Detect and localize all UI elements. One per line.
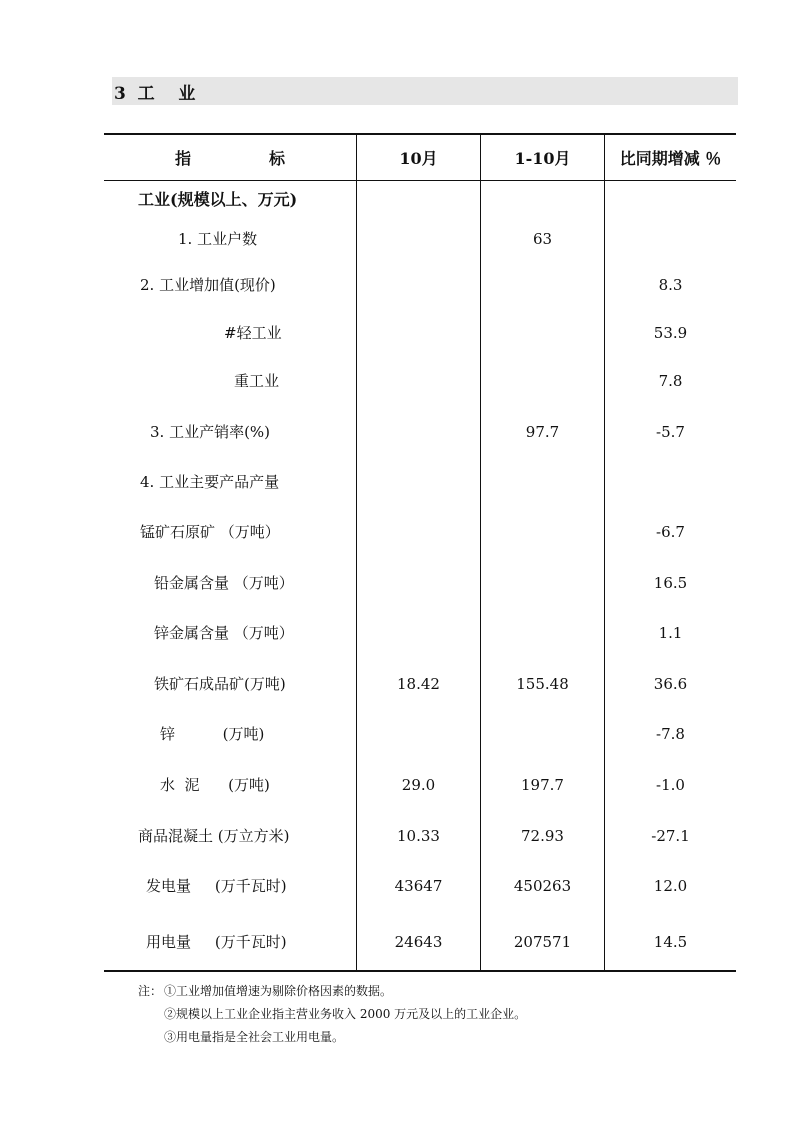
- row-ytd: 63: [532, 230, 553, 248]
- row-ytd: 450263: [513, 877, 572, 895]
- row-label: 铁矿石成品矿(万吨): [154, 675, 286, 693]
- table-bottom-rule: [104, 970, 736, 972]
- row-label: 铅金属含量 （万吨）: [154, 574, 294, 592]
- row-yoy: 7.8: [658, 372, 683, 390]
- row-label: 锰矿石原矿 （万吨）: [140, 523, 280, 541]
- section-header-bar: [112, 77, 738, 105]
- row-label: 3. 工业产销率(%): [150, 423, 271, 441]
- row-label: 1. 工业户数: [178, 230, 258, 248]
- row-label: 商品混凝土 (万立方米): [138, 827, 290, 845]
- notes-prefix: 注：: [138, 984, 163, 998]
- group-title: 工业(规模以上、万元): [138, 190, 298, 209]
- row-label: 水 泥 (万吨): [160, 776, 270, 794]
- row-yoy: 36.6: [653, 675, 688, 693]
- row-month: 29.0: [401, 776, 436, 794]
- row-label: 发电量 (万千瓦时): [146, 877, 287, 895]
- row-label: #轻工业: [224, 324, 282, 342]
- row-label: 锌金属含量 （万吨）: [154, 624, 294, 642]
- row-yoy: -7.8: [656, 725, 685, 743]
- row-month: 18.42: [397, 675, 440, 693]
- header-ytd: 1-10月: [514, 148, 571, 168]
- row-ytd: 97.7: [525, 423, 560, 441]
- row-label: 锌 (万吨): [160, 725, 265, 743]
- row-label: 重工业: [234, 372, 280, 390]
- column-divider: [480, 133, 481, 972]
- row-ytd: 72.93: [521, 827, 564, 845]
- note-item: ①工业增加值增速为剔除价格因素的数据。: [164, 984, 393, 998]
- row-label: 2. 工业增加值(现价): [140, 276, 276, 294]
- note-item: ②规模以上工业企业指主营业务收入 2000 万元及以上的工业企业。: [164, 1007, 527, 1021]
- row-label: 4. 工业主要产品产量: [140, 473, 280, 491]
- row-yoy: 16.5: [653, 574, 688, 592]
- row-label: 用电量 (万千瓦时): [146, 933, 287, 951]
- row-month: 10.33: [397, 827, 440, 845]
- row-yoy: -5.7: [656, 423, 685, 441]
- row-ytd: 207571: [513, 933, 572, 951]
- note-item: ③用电量指是全社会工业用电量。: [164, 1030, 345, 1044]
- row-yoy: -6.7: [656, 523, 685, 541]
- section-title: 3 工 业: [114, 84, 196, 104]
- header-indicator: 指 标: [175, 148, 285, 168]
- column-divider: [604, 133, 605, 972]
- row-yoy: 1.1: [658, 624, 683, 642]
- row-ytd: 197.7: [521, 776, 564, 794]
- row-yoy: -1.0: [656, 776, 685, 794]
- row-yoy: 53.9: [653, 324, 688, 342]
- row-month: 43647: [394, 877, 443, 895]
- column-divider: [356, 133, 357, 972]
- row-yoy: 12.0: [653, 877, 688, 895]
- row-yoy: 8.3: [658, 276, 683, 294]
- row-yoy: -27.1: [651, 827, 690, 845]
- header-month: 10月: [399, 148, 438, 168]
- row-month: 24643: [394, 933, 443, 951]
- row-yoy: 14.5: [653, 933, 688, 951]
- row-ytd: 155.48: [516, 675, 569, 693]
- header-yoy: 比同期增减 ％: [619, 148, 722, 168]
